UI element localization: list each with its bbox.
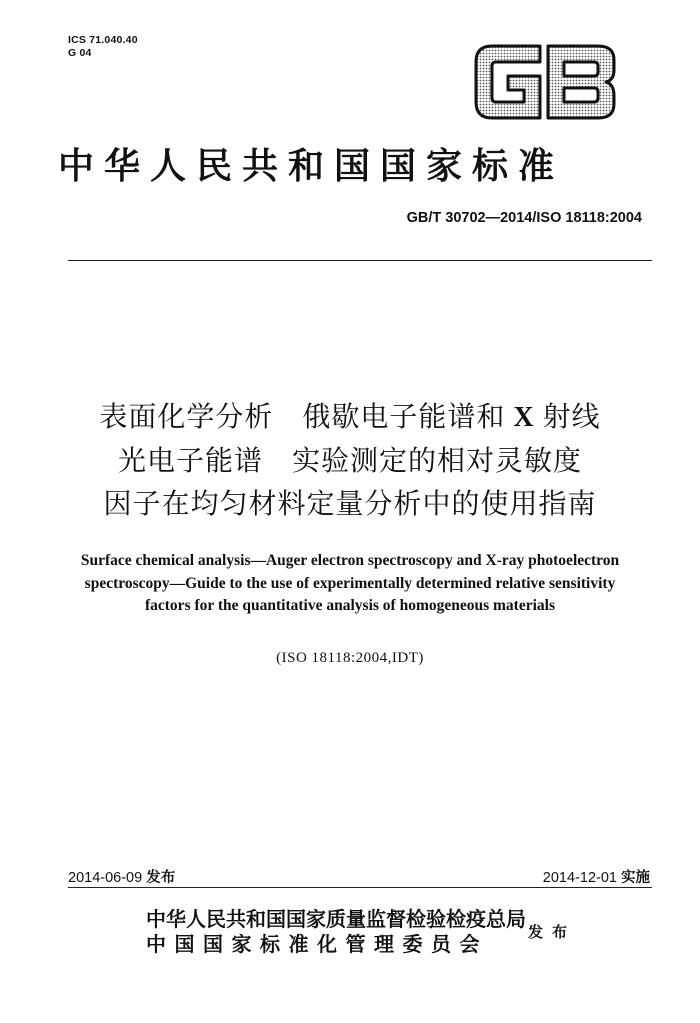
classification-codes <box>68 34 138 60</box>
issuer-line-1: 中华人民共和国国家质量监督检验检疫总局 <box>146 907 526 931</box>
issue-verb: 发布 <box>528 923 577 941</box>
standard-number: GB/T 30702—2014/ISO 18118:2004 <box>406 210 642 226</box>
chinese-title-line-1: 表面化学分析 俄歇电子能谱和 X 射线 <box>99 400 601 433</box>
bottom-divider <box>68 887 652 888</box>
english-title-line-1: Surface chemical analysis—Auger electron spectroscopy and X-ray photoelectron <box>80 552 620 569</box>
ccs-code: G 04 <box>68 47 92 59</box>
chinese-title-line-3: 因子在均匀材料定量分析中的使用指南 <box>103 487 597 520</box>
english-title <box>40 550 660 618</box>
gb-logo-b-shape <box>548 46 614 118</box>
english-title-line-3: factors for the quantitative analysis of homogeneous materials <box>144 597 555 614</box>
issuing-authorities <box>146 907 526 957</box>
gb-logo-icon <box>470 40 620 124</box>
chinese-title <box>40 395 660 525</box>
implement-date: 2014-12-01 实施 <box>542 870 650 886</box>
national-standard-title: 中华人民共和国国家标准 <box>58 145 565 187</box>
ics-code: ICS 71.040.40 <box>68 34 138 46</box>
adoption-note: (ISO 18118:2004,IDT) <box>276 650 424 666</box>
chinese-title-line-2: 光电子能谱 实验测定的相对灵敏度 <box>117 444 582 477</box>
issuer-line-2: 中国国家标准化管理委员会 <box>146 932 488 956</box>
publish-date: 2014-06-09 发布 <box>68 870 176 886</box>
gb-logo-g-shape <box>476 46 540 118</box>
top-divider <box>68 260 652 261</box>
english-title-line-2: spectroscopy—Guide to the use of experimentally determined relative sensitivity <box>84 574 616 592</box>
